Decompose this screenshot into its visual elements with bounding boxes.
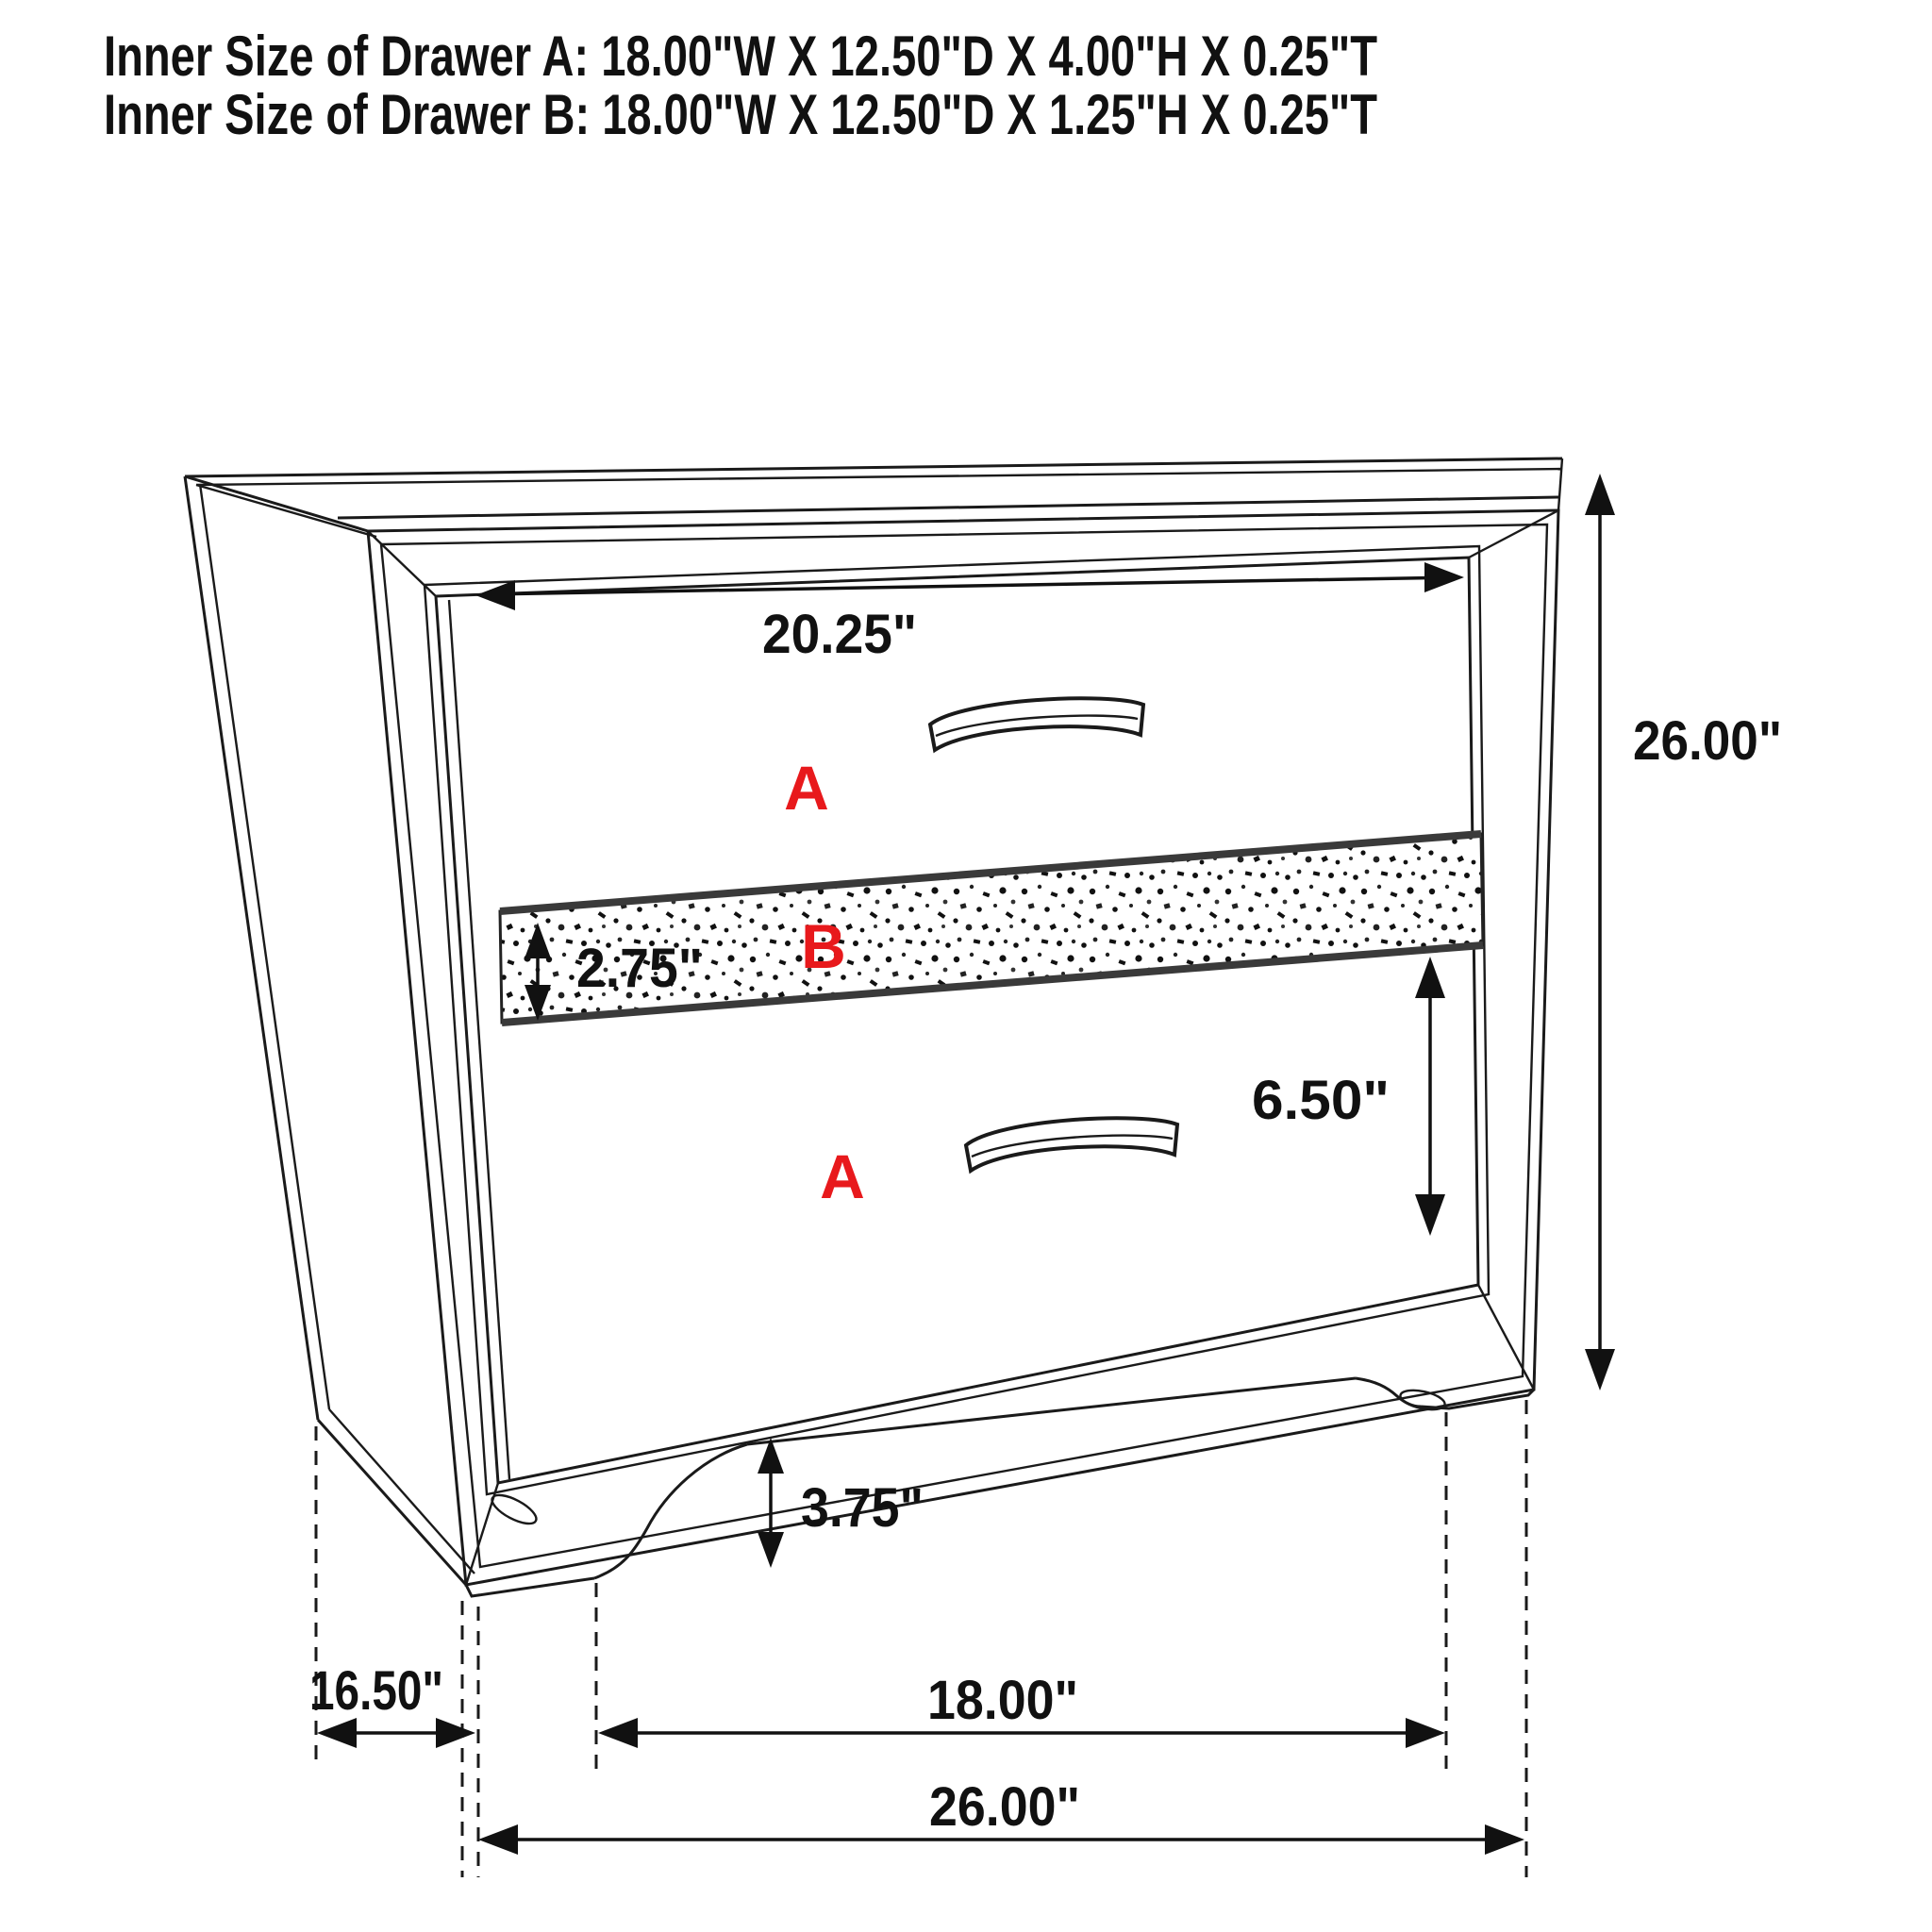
side-panel	[185, 476, 475, 1585]
title-block	[104, 25, 1377, 146]
bottom-drawer-label: A	[820, 1141, 865, 1211]
front-frame	[368, 510, 1558, 1585]
dimension-overall-width	[478, 1776, 1524, 1855]
dimension-feet-span	[598, 1670, 1445, 1748]
dimension-overall-height	[1585, 474, 1782, 1391]
title-line-2: Inner Size of Drawer B: 18.00"W X 12.50"D X 1.25"H X 0.25"T	[104, 83, 1377, 146]
hidden-drawer-label: B	[801, 911, 846, 981]
foot-height-label: 3.75"	[801, 1477, 924, 1539]
dimension-bottom-drawer-height	[1252, 957, 1445, 1236]
title-line-1: Inner Size of Drawer A: 18.00"W X 12.50"D X 4.00"H X 0.25"T	[104, 25, 1377, 88]
bottom-drawer-height-label: 6.50"	[1252, 1070, 1390, 1131]
drawer-opening-width-label: 20.25"	[762, 604, 917, 665]
dimension-foot-height	[758, 1438, 924, 1568]
dimension-annotations	[309, 474, 1782, 1855]
hidden-drawer-height-label: 2.75"	[576, 938, 703, 999]
top-drawer-label: A	[784, 753, 829, 823]
feet-span-label: 18.00"	[927, 1670, 1078, 1731]
overall-height-label: 26.00"	[1633, 710, 1782, 772]
top-panel	[185, 458, 1562, 537]
dimension-side-depth	[309, 1660, 475, 1748]
overall-width-label: 26.00"	[929, 1776, 1080, 1838]
side-depth-label: 16.50"	[309, 1660, 443, 1722]
bottom-drawer-handle	[966, 1118, 1177, 1171]
left-foot-scroll	[488, 1490, 540, 1529]
top-drawer-handle	[930, 698, 1143, 750]
